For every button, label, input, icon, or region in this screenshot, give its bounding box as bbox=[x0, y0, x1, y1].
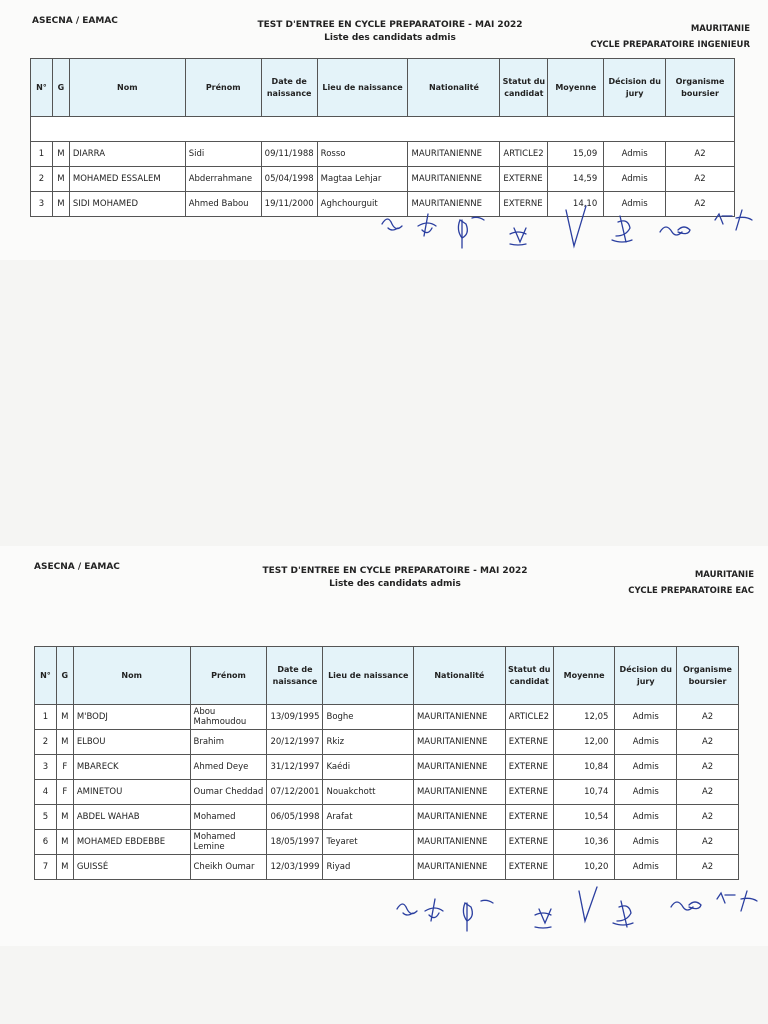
cell-date: 19/11/2000 bbox=[261, 192, 317, 217]
cell-date: 31/12/1997 bbox=[267, 755, 323, 780]
cell-num: 3 bbox=[35, 755, 57, 780]
cell-organisme: A2 bbox=[666, 142, 735, 167]
cell-moyenne: 14,59 bbox=[548, 167, 604, 192]
col-statut-header: Statut du candidat bbox=[505, 647, 553, 705]
col-prenom-header: Prénom bbox=[185, 59, 261, 117]
cell-prenom: Brahim bbox=[190, 730, 267, 755]
cell-nationalite: MAURITANIENNE bbox=[413, 780, 505, 805]
cell-num: 2 bbox=[35, 730, 57, 755]
cell-g: F bbox=[56, 755, 73, 780]
document-title bbox=[240, 20, 540, 43]
cell-moyenne: 14,10 bbox=[548, 192, 604, 217]
table-header-row bbox=[31, 59, 735, 117]
table-row bbox=[35, 755, 739, 780]
cell-date: 13/09/1995 bbox=[267, 705, 323, 730]
document-title bbox=[245, 566, 545, 589]
table-row bbox=[35, 805, 739, 830]
cycle-name: CYCLE PREPARATOIRE INGENIEUR bbox=[590, 40, 750, 50]
admitted-table bbox=[34, 646, 739, 880]
header-right bbox=[628, 570, 754, 596]
cell-g: M bbox=[52, 192, 69, 217]
cell-decision: Admis bbox=[615, 855, 677, 880]
col-g-header: G bbox=[56, 647, 73, 705]
org-name: ASECNA / EAMAC bbox=[34, 562, 120, 572]
cycle-name: CYCLE PREPARATOIRE EAC bbox=[628, 586, 754, 596]
cell-decision: Admis bbox=[604, 192, 666, 217]
col-num-header: N° bbox=[31, 59, 53, 117]
cell-organisme: A2 bbox=[677, 755, 739, 780]
cell-num: 1 bbox=[31, 142, 53, 167]
cell-nom: M'BODJ bbox=[73, 705, 190, 730]
cell-num: 3 bbox=[31, 192, 53, 217]
cell-prenom: Ahmed Deye bbox=[190, 755, 267, 780]
table-row bbox=[35, 830, 739, 855]
cell-statut: EXTERNE bbox=[505, 730, 553, 755]
col-decision-header: Décision du jury bbox=[615, 647, 677, 705]
col-decision-header: Décision du jury bbox=[604, 59, 666, 117]
cell-prenom: Abderrahmane bbox=[185, 167, 261, 192]
col-nom-header: Nom bbox=[69, 59, 185, 117]
cell-prenom: Mohamed bbox=[190, 805, 267, 830]
cell-g: M bbox=[56, 805, 73, 830]
cell-organisme: A2 bbox=[666, 167, 735, 192]
cell-lieu: Rosso bbox=[317, 142, 408, 167]
cell-nationalite: MAURITANIENNE bbox=[413, 705, 505, 730]
cell-statut: ARTICLE2 bbox=[500, 142, 548, 167]
cell-decision: Admis bbox=[604, 142, 666, 167]
cell-nom: DIARRA bbox=[69, 142, 185, 167]
cell-g: M bbox=[56, 830, 73, 855]
cell-organisme: A2 bbox=[666, 192, 735, 217]
cell-nom: MBARECK bbox=[73, 755, 190, 780]
cell-nationalite: MAURITANIENNE bbox=[413, 755, 505, 780]
cell-moyenne: 10,54 bbox=[553, 805, 615, 830]
country: MAURITANIE bbox=[694, 570, 754, 580]
table-header-row bbox=[35, 647, 739, 705]
cell-num: 4 bbox=[35, 780, 57, 805]
col-statut-header: Statut du candidat bbox=[500, 59, 548, 117]
col-organisme-header: Organisme boursier bbox=[666, 59, 735, 117]
col-moyenne-header: Moyenne bbox=[553, 647, 615, 705]
cell-num: 2 bbox=[31, 167, 53, 192]
cell-g: M bbox=[56, 730, 73, 755]
cell-num: 7 bbox=[35, 855, 57, 880]
cell-prenom: Mohamed Lemine bbox=[190, 830, 267, 855]
cell-organisme: A2 bbox=[677, 730, 739, 755]
cell-organisme: A2 bbox=[677, 705, 739, 730]
cell-lieu: Kaédi bbox=[323, 755, 413, 780]
cell-lieu: Rkiz bbox=[323, 730, 413, 755]
cell-prenom: Oumar Cheddad bbox=[190, 780, 267, 805]
table-row bbox=[31, 167, 735, 192]
table-row bbox=[35, 705, 739, 730]
col-lieu-header: Lieu de naissance bbox=[317, 59, 408, 117]
cell-nationalite: MAURITANIENNE bbox=[408, 142, 500, 167]
col-nom-header: Nom bbox=[73, 647, 190, 705]
org-name: ASECNA / EAMAC bbox=[32, 16, 118, 26]
col-organisme-header: Organisme boursier bbox=[677, 647, 739, 705]
table-row bbox=[35, 730, 739, 755]
cell-nom: MOHAMED ESSALEM bbox=[69, 167, 185, 192]
cell-date: 20/12/1997 bbox=[267, 730, 323, 755]
cell-prenom: Ahmed Babou bbox=[185, 192, 261, 217]
subtitle-line: Liste des candidats admis bbox=[324, 33, 456, 43]
cell-moyenne: 12,00 bbox=[553, 730, 615, 755]
cell-lieu: Teyaret bbox=[323, 830, 413, 855]
cell-decision: Admis bbox=[604, 167, 666, 192]
cell-prenom: Cheikh Oumar bbox=[190, 855, 267, 880]
col-date-header: Date de naissance bbox=[267, 647, 323, 705]
cell-decision: Admis bbox=[615, 780, 677, 805]
admitted-table bbox=[30, 58, 735, 217]
cell-nom: GUISSÉ bbox=[73, 855, 190, 880]
cell-nationalite: MAURITANIENNE bbox=[408, 167, 500, 192]
cell-statut: EXTERNE bbox=[505, 755, 553, 780]
title-line: TEST D'ENTREE EN CYCLE PREPARATOIRE - MAI 2022 bbox=[257, 20, 523, 30]
cell-moyenne: 10,20 bbox=[553, 855, 615, 880]
cell-nom: AMINETOU bbox=[73, 780, 190, 805]
jury-signatures bbox=[385, 885, 765, 945]
cell-statut: ARTICLE2 bbox=[505, 705, 553, 730]
cell-num: 6 bbox=[35, 830, 57, 855]
col-g-header: G bbox=[52, 59, 69, 117]
cell-nom: SIDI MOHAMED bbox=[69, 192, 185, 217]
cell-decision: Admis bbox=[615, 705, 677, 730]
header-right bbox=[590, 24, 750, 50]
table-row bbox=[35, 855, 739, 880]
cell-lieu: Arafat bbox=[323, 805, 413, 830]
subtitle-line: Liste des candidats admis bbox=[329, 579, 461, 589]
cell-statut: EXTERNE bbox=[500, 192, 548, 217]
cell-statut: EXTERNE bbox=[505, 780, 553, 805]
cell-moyenne: 12,05 bbox=[553, 705, 615, 730]
cell-g: M bbox=[56, 705, 73, 730]
cell-lieu: Riyad bbox=[323, 855, 413, 880]
cell-organisme: A2 bbox=[677, 780, 739, 805]
cell-lieu: Boghe bbox=[323, 705, 413, 730]
cell-organisme: A2 bbox=[677, 805, 739, 830]
cell-lieu: Magtaa Lehjar bbox=[317, 167, 408, 192]
cell-num: 5 bbox=[35, 805, 57, 830]
cell-lieu: Aghchourguit bbox=[317, 192, 408, 217]
spacer-row bbox=[31, 117, 735, 142]
col-nationalite-header: Nationalité bbox=[408, 59, 500, 117]
col-prenom-header: Prénom bbox=[190, 647, 267, 705]
cell-organisme: A2 bbox=[677, 830, 739, 855]
cell-decision: Admis bbox=[615, 730, 677, 755]
table-row bbox=[35, 780, 739, 805]
jury-signatures bbox=[370, 200, 760, 260]
cell-g: M bbox=[56, 855, 73, 880]
cell-statut: EXTERNE bbox=[505, 855, 553, 880]
col-nationalite-header: Nationalité bbox=[413, 647, 505, 705]
cell-date: 18/05/1997 bbox=[267, 830, 323, 855]
cell-moyenne: 15,09 bbox=[548, 142, 604, 167]
cell-date: 12/03/1999 bbox=[267, 855, 323, 880]
cell-nationalite: MAURITANIENNE bbox=[413, 830, 505, 855]
col-lieu-header: Lieu de naissance bbox=[323, 647, 413, 705]
col-date-header: Date de naissance bbox=[261, 59, 317, 117]
cell-date: 05/04/1998 bbox=[261, 167, 317, 192]
cell-date: 07/12/2001 bbox=[267, 780, 323, 805]
cell-nationalite: MAURITANIENNE bbox=[413, 805, 505, 830]
cell-g: M bbox=[52, 167, 69, 192]
cell-nom: MOHAMED EBDEBBE bbox=[73, 830, 190, 855]
cell-decision: Admis bbox=[615, 755, 677, 780]
cell-moyenne: 10,74 bbox=[553, 780, 615, 805]
title-line: TEST D'ENTREE EN CYCLE PREPARATOIRE - MAI 2022 bbox=[262, 566, 528, 576]
cell-date: 06/05/1998 bbox=[267, 805, 323, 830]
cell-nationalite: MAURITANIENNE bbox=[408, 192, 500, 217]
cell-moyenne: 10,84 bbox=[553, 755, 615, 780]
cell-statut: EXTERNE bbox=[505, 805, 553, 830]
cell-nationalite: MAURITANIENNE bbox=[413, 855, 505, 880]
cell-organisme: A2 bbox=[677, 855, 739, 880]
cell-statut: EXTERNE bbox=[505, 830, 553, 855]
cell-nationalite: MAURITANIENNE bbox=[413, 730, 505, 755]
table-row bbox=[31, 142, 735, 167]
country: MAURITANIE bbox=[690, 24, 750, 34]
cell-prenom: Abou Mahmoudou bbox=[190, 705, 267, 730]
cell-lieu: Nouakchott bbox=[323, 780, 413, 805]
cell-decision: Admis bbox=[615, 805, 677, 830]
cell-moyenne: 10,36 bbox=[553, 830, 615, 855]
cell-g: F bbox=[56, 780, 73, 805]
cell-prenom: Sidi bbox=[185, 142, 261, 167]
cell-decision: Admis bbox=[615, 830, 677, 855]
cell-num: 1 bbox=[35, 705, 57, 730]
cell-g: M bbox=[52, 142, 69, 167]
cell-date: 09/11/1988 bbox=[261, 142, 317, 167]
cell-nom: ELBOU bbox=[73, 730, 190, 755]
col-num-header: N° bbox=[35, 647, 57, 705]
cell-statut: EXTERNE bbox=[500, 167, 548, 192]
col-moyenne-header: Moyenne bbox=[548, 59, 604, 117]
cell-nom: ABDEL WAHAB bbox=[73, 805, 190, 830]
